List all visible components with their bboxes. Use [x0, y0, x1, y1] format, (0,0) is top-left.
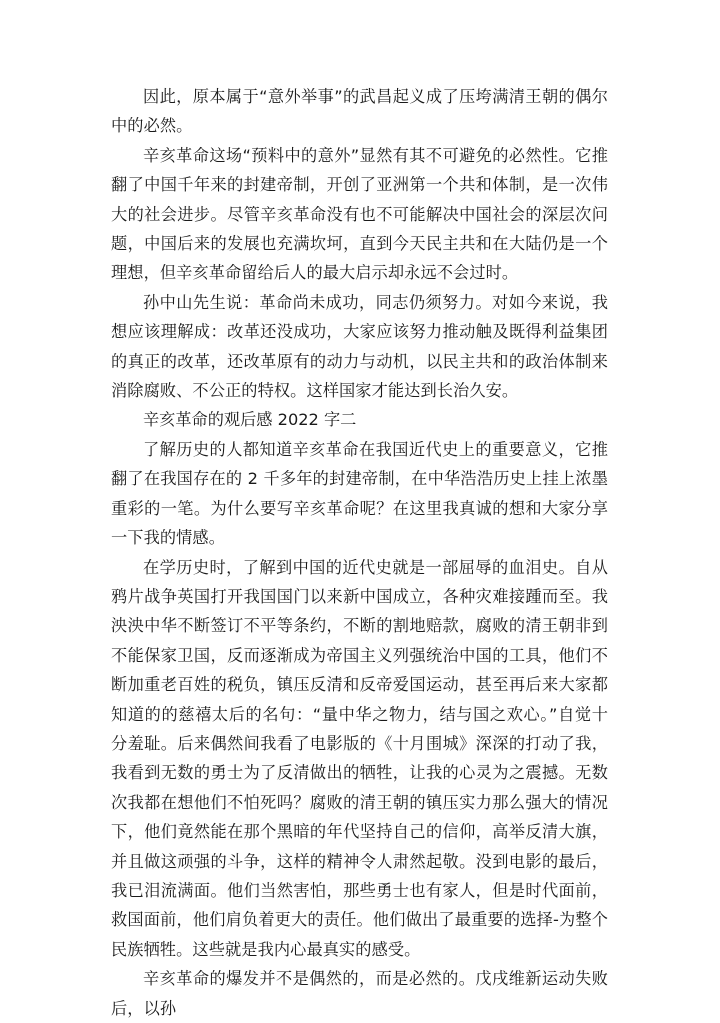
paragraph-1: 因此，原本属于“意外举事”的武昌起义成了压垮满清王朝的偶尔中的必然。: [111, 87, 608, 136]
paragraph-2: 辛亥革命这场“预料中的意外”显然有其不可避免的必然性。它推翻了中国千年来的封建帝制，开创了亚洲第一个共和体制，是一次伟大的社会进步。尽管辛亥革命没有也不可能解决中国社会的深层次问题，中国后来的发展也充满坎坷，直到今天民主共和在大陆仍是一个理想，但辛亥革命留给后人的最大启示却永远不会过时。: [111, 145, 608, 283]
section-heading: 辛亥革命的观后感 2022 字二: [143, 410, 357, 430]
paragraph-6: 辛亥革命的爆发并不是偶然的，而是必然的。戊戌维新运动失败后，以孙: [111, 969, 608, 1018]
paragraph-5: 在学历史时，了解到中国的近代史就是一部屈辱的血泪史。自从鸦片战争英国打开我国国门以来新中国成立，各种灾难接踵而至。我泱泱中华不断签订不平等条约，不断的割地赔款，腐败的清王朝非到不能保家卫国，反而逐渐成为帝国主义列强统治中国的工具，他们不断加重老百姓的税负，镇压反清和反帝爱国运动，甚至再后来大家都知道的的慈禧太后的名句：“量中华之物力，结与国之欢心。”自觉十分羞耻。后来偶然间我看了电影版的《十月围城》深深的打动了我，我看到无数的勇士为了反清做出的牺牲，让我的心灵为之震撼。无数次我都在想他们不怕死吗？腐败的清王朝的镇压实力那么强大的情况下，他们竟然能在那个黑暗的年代坚持自己的信仰，高举反清大旗，并且做这顽强的斗争，这样的精神令人肃然起敬。没到电影的最后，我已泪流满面。他们当然害怕，那些勇士也有家人，但是时代面前，救国面前，他们肩负着更大的责任。他们做出了最重要的选择-为整个民族牺牲。这些就是我内心最真实的感受。: [111, 557, 608, 959]
paragraph-3: 孙中山先生说：革命尚未成功，同志仍须努力。对如今来说，我想应该理解成：改革还没成功，大家应该努力推动触及既得利益集团的真正的改革，还改革原有的动力与动机，以民主共和的政治体制来消除腐败、不公正的特权。这样国家才能达到长治久安。: [111, 292, 608, 401]
paragraph-4: 了解历史的人都知道辛亥革命在我国近代史上的重要意义，它推翻了在我国存在的 2 千多年的封建帝制，在中华浩浩历史上挂上浓墨重彩的一笔。为什么要写辛亥革命呢？在这里我真诚的想和大家分享一下我的情感。: [111, 439, 608, 548]
